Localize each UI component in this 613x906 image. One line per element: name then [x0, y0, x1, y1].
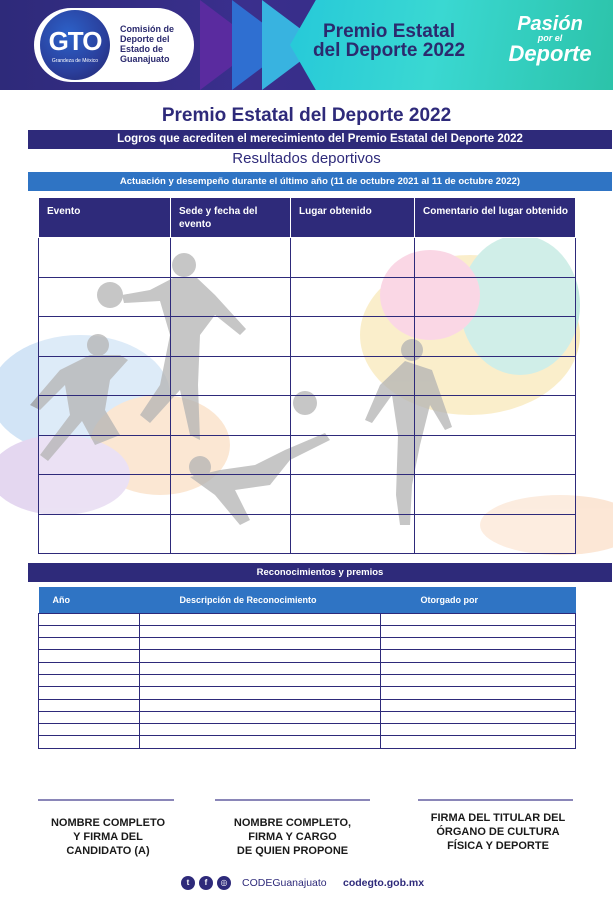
table-cell[interactable] — [140, 662, 381, 674]
signature-line-proponent — [215, 799, 370, 801]
table-cell[interactable] — [140, 711, 381, 723]
table-row — [39, 238, 576, 278]
column-header-evento: Evento — [39, 198, 171, 238]
table-cell[interactable] — [291, 317, 415, 357]
table-cell[interactable] — [140, 687, 381, 699]
table-cell[interactable] — [415, 475, 576, 515]
table-cell[interactable] — [39, 277, 171, 317]
section-bar-reconocimientos: Reconocimientos y premios — [28, 563, 612, 582]
facebook-icon[interactable]: f — [199, 876, 213, 890]
table-cell[interactable] — [171, 396, 291, 436]
table-cell[interactable] — [39, 699, 140, 711]
table-cell[interactable] — [39, 650, 140, 662]
table-cell[interactable] — [381, 736, 576, 748]
table-row — [39, 435, 576, 475]
signature-line-titular — [418, 799, 573, 801]
table-row — [39, 687, 576, 699]
table-cell[interactable] — [171, 317, 291, 357]
table-cell[interactable] — [291, 356, 415, 396]
awards-table-body — [39, 613, 576, 748]
table-cell[interactable] — [140, 724, 381, 736]
signature-line-candidate — [38, 799, 174, 801]
table-cell[interactable] — [39, 475, 171, 515]
table-row — [39, 625, 576, 637]
column-header-lugar: Lugar obtenido — [291, 198, 415, 238]
table-cell[interactable] — [415, 514, 576, 554]
twitter-icon[interactable]: t — [181, 876, 195, 890]
table-cell[interactable] — [171, 514, 291, 554]
table-cell[interactable] — [39, 662, 140, 674]
table-cell[interactable] — [39, 711, 140, 723]
table-cell[interactable] — [291, 396, 415, 436]
table-cell[interactable] — [39, 514, 171, 554]
table-row — [39, 650, 576, 662]
ribbon-title: Premio Estatal del Deporte 2022 — [312, 21, 466, 61]
table-cell[interactable] — [415, 356, 576, 396]
table-cell[interactable] — [291, 277, 415, 317]
gto-logo-tagline: Grandeza de México — [51, 58, 99, 64]
table-cell[interactable] — [39, 435, 171, 475]
table-header-row — [39, 587, 576, 613]
table-cell[interactable] — [171, 238, 291, 278]
table-cell[interactable] — [381, 711, 576, 723]
results-table-body — [39, 238, 576, 554]
signature-label-candidate: NOMBRE COMPLETO Y FIRMA DEL CANDIDATO (A) — [50, 817, 166, 857]
table-cell[interactable] — [291, 514, 415, 554]
section-subtitle: Resultados deportivos — [232, 150, 381, 167]
table-cell[interactable] — [39, 356, 171, 396]
social-handle[interactable]: CODEGuanajuato — [242, 877, 327, 889]
header-banner — [0, 0, 613, 90]
table-cell[interactable] — [140, 650, 381, 662]
table-cell[interactable] — [381, 724, 576, 736]
column-header-descripcion: Descripción de Reconocimiento — [140, 587, 381, 613]
table-row — [39, 396, 576, 436]
table-cell[interactable] — [291, 475, 415, 515]
table-cell[interactable] — [39, 613, 140, 625]
table-cell[interactable] — [39, 317, 171, 357]
footer — [0, 876, 613, 892]
table-row — [39, 317, 576, 357]
table-cell[interactable] — [171, 475, 291, 515]
table-cell[interactable] — [415, 238, 576, 278]
table-row — [39, 613, 576, 625]
column-header-sede-fecha: Sede y fecha del evento — [171, 198, 291, 238]
table-cell[interactable] — [381, 613, 576, 625]
slogan-logo: Pasión por el Deporte — [508, 13, 592, 66]
table-row — [39, 736, 576, 748]
table-row — [39, 674, 576, 686]
table-cell[interactable] — [291, 435, 415, 475]
table-cell[interactable] — [381, 638, 576, 650]
results-table — [38, 197, 576, 554]
period-bar: Actuación y desempeño durante el último año (11 de octubre 2021 al 11 de octubre 2022) — [28, 172, 612, 191]
table-row — [39, 514, 576, 554]
table-row — [39, 711, 576, 723]
table-cell[interactable] — [140, 613, 381, 625]
table-cell[interactable] — [39, 396, 171, 436]
signature-label-proponent: NOMBRE COMPLETO, FIRMA Y CARGO DE QUIEN PROPONE — [233, 817, 352, 857]
table-cell[interactable] — [39, 638, 140, 650]
table-cell[interactable] — [381, 650, 576, 662]
table-cell[interactable] — [39, 674, 140, 686]
table-row — [39, 356, 576, 396]
table-row — [39, 638, 576, 650]
table-cell[interactable] — [415, 435, 576, 475]
page-title: Premio Estatal del Deporte 2022 — [161, 105, 452, 126]
table-cell[interactable] — [171, 277, 291, 317]
table-cell[interactable] — [415, 277, 576, 317]
table-row — [39, 699, 576, 711]
table-cell[interactable] — [140, 699, 381, 711]
website-link[interactable]: codegto.gob.mx — [343, 877, 425, 889]
table-row — [39, 724, 576, 736]
table-cell[interactable] — [171, 356, 291, 396]
table-row — [39, 662, 576, 674]
table-cell[interactable] — [415, 396, 576, 436]
table-cell[interactable] — [39, 724, 140, 736]
org-name: Comisión de Deporte del Estado de Guanajuato — [120, 24, 175, 64]
table-cell[interactable] — [415, 317, 576, 357]
awards-table — [38, 587, 576, 749]
table-cell[interactable] — [140, 625, 381, 637]
table-cell[interactable] — [381, 625, 576, 637]
table-cell[interactable] — [39, 687, 140, 699]
table-cell[interactable] — [381, 687, 576, 699]
table-cell[interactable] — [39, 238, 171, 278]
table-row — [39, 475, 576, 515]
table-header-row — [39, 198, 576, 238]
table-row — [39, 277, 576, 317]
table-cell[interactable] — [39, 736, 140, 748]
table-cell[interactable] — [291, 238, 415, 278]
signature-label-titular: FIRMA DEL TITULAR DEL ÓRGANO DE CULTURA FÍSICA Y DEPORTE — [430, 812, 566, 852]
gto-logo-text: GTO — [48, 26, 102, 56]
section-bar-logros: Logros que acrediten el merecimiento del Premio Estatal del Deporte 2022 — [28, 130, 612, 149]
column-header-otorgado: Otorgado por — [381, 587, 576, 613]
instagram-icon[interactable]: ◎ — [217, 876, 231, 890]
table-cell[interactable] — [381, 674, 576, 686]
table-cell[interactable] — [171, 435, 291, 475]
column-header-ano: Año — [39, 587, 140, 613]
table-cell[interactable] — [140, 736, 381, 748]
table-cell[interactable] — [39, 625, 140, 637]
table-cell[interactable] — [140, 674, 381, 686]
column-header-comentario: Comentario del lugar obtenido — [415, 198, 576, 238]
table-cell[interactable] — [381, 662, 576, 674]
table-cell[interactable] — [381, 699, 576, 711]
table-cell[interactable] — [140, 638, 381, 650]
